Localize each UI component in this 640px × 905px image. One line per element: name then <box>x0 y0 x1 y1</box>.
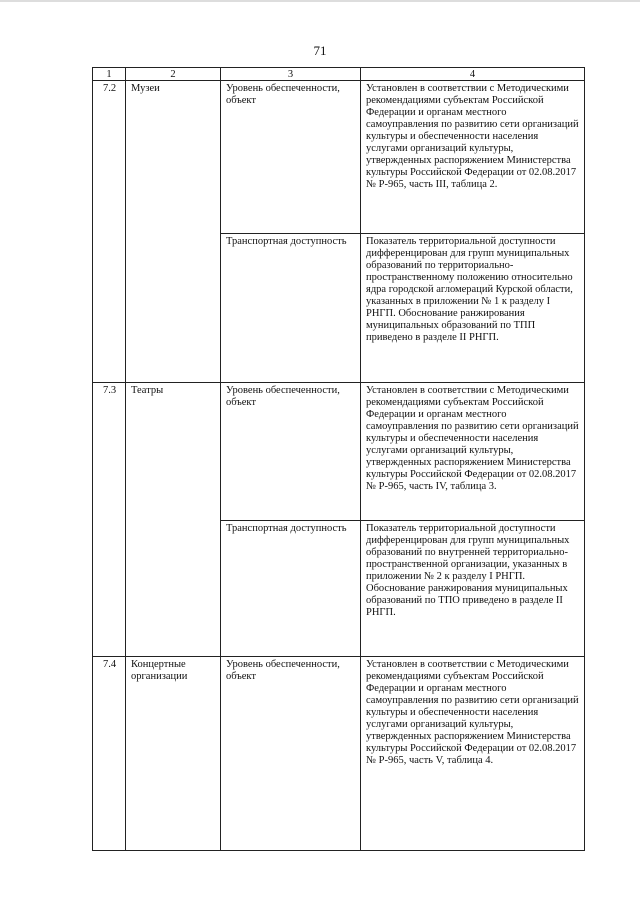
norms-table <box>92 67 585 851</box>
indicator-description: Установлен в соответствии с Методическими рекомендациями субъектам Российской Федерации и органам местного самоуправления по развитию сети организаций культуры и обеспеченности населения услугами организаций культуры, утвержденных распоряжением Министерства культуры Российской Федерации от 02.08.2017 № Р-965, часть IV, таблица 3. <box>361 383 585 521</box>
indicator-name: Уровень обеспеченности, объект <box>221 383 361 521</box>
header-cell: 2 <box>126 68 221 81</box>
row-number: 7.2 <box>93 81 126 383</box>
header-cell: 3 <box>221 68 361 81</box>
row-number: 7.3 <box>93 383 126 657</box>
indicator-description: Показатель территориальной доступности дифференцирован для групп муниципальных образований по внутренней территориально-пространственной организации, указанных в приложении № 2 к разделу I РНГП. Обоснование ранжирования муниципальных образований по ТПО приведено в разделе II РНГП. <box>361 521 585 657</box>
row-number: 7.4 <box>93 657 126 851</box>
table-header-row <box>93 68 585 81</box>
facility-name: Театры <box>126 383 221 657</box>
facility-name: Концертные организации <box>126 657 221 851</box>
indicator-description: Показатель территориальной доступности дифференцирован для групп муниципальных образований по территориально-пространственному положению относительно ядра городской агломераций Курской области, указанных в приложении № 1 к разделу I РНГП. Обоснование ранжирования муниципальных образований по ТПП приведено в разделе II РНГП. <box>361 234 585 383</box>
page-number: 71 <box>313 43 327 58</box>
indicator-description: Установлен в соответствии с Методическими рекомендациями субъектам Российской Федерации и органам местного самоуправления по развитию сети организаций культуры и обеспеченности населения услугами организаций культуры, утвержденных распоряжением Министерства культуры Российской Федерации от 02.08.2017 № Р-965, часть V, таблица 4. <box>361 657 585 851</box>
header-cell: 1 <box>93 68 126 81</box>
header-cell: 4 <box>361 68 585 81</box>
table-row <box>93 657 585 851</box>
indicator-name: Транспортная доступность <box>221 521 361 657</box>
indicator-name: Уровень обеспеченности, объект <box>221 81 361 234</box>
scan-edge <box>0 0 640 2</box>
indicator-description: Установлен в соответствии с Методическими рекомендациями субъектам Российской Федерации и органам местного самоуправления по развитию сети организаций культуры и обеспеченности населения услугами организаций культуры, утвержденных распоряжением Министерства культуры Российской Федерации от 02.08.2017 № Р-965, часть III, таблица 2. <box>361 81 585 234</box>
table-row <box>93 81 585 234</box>
indicator-name: Транспортная доступность <box>221 234 361 383</box>
facility-name: Музеи <box>126 81 221 383</box>
table-row <box>93 383 585 521</box>
indicator-name: Уровень обеспеченности, объект <box>221 657 361 851</box>
